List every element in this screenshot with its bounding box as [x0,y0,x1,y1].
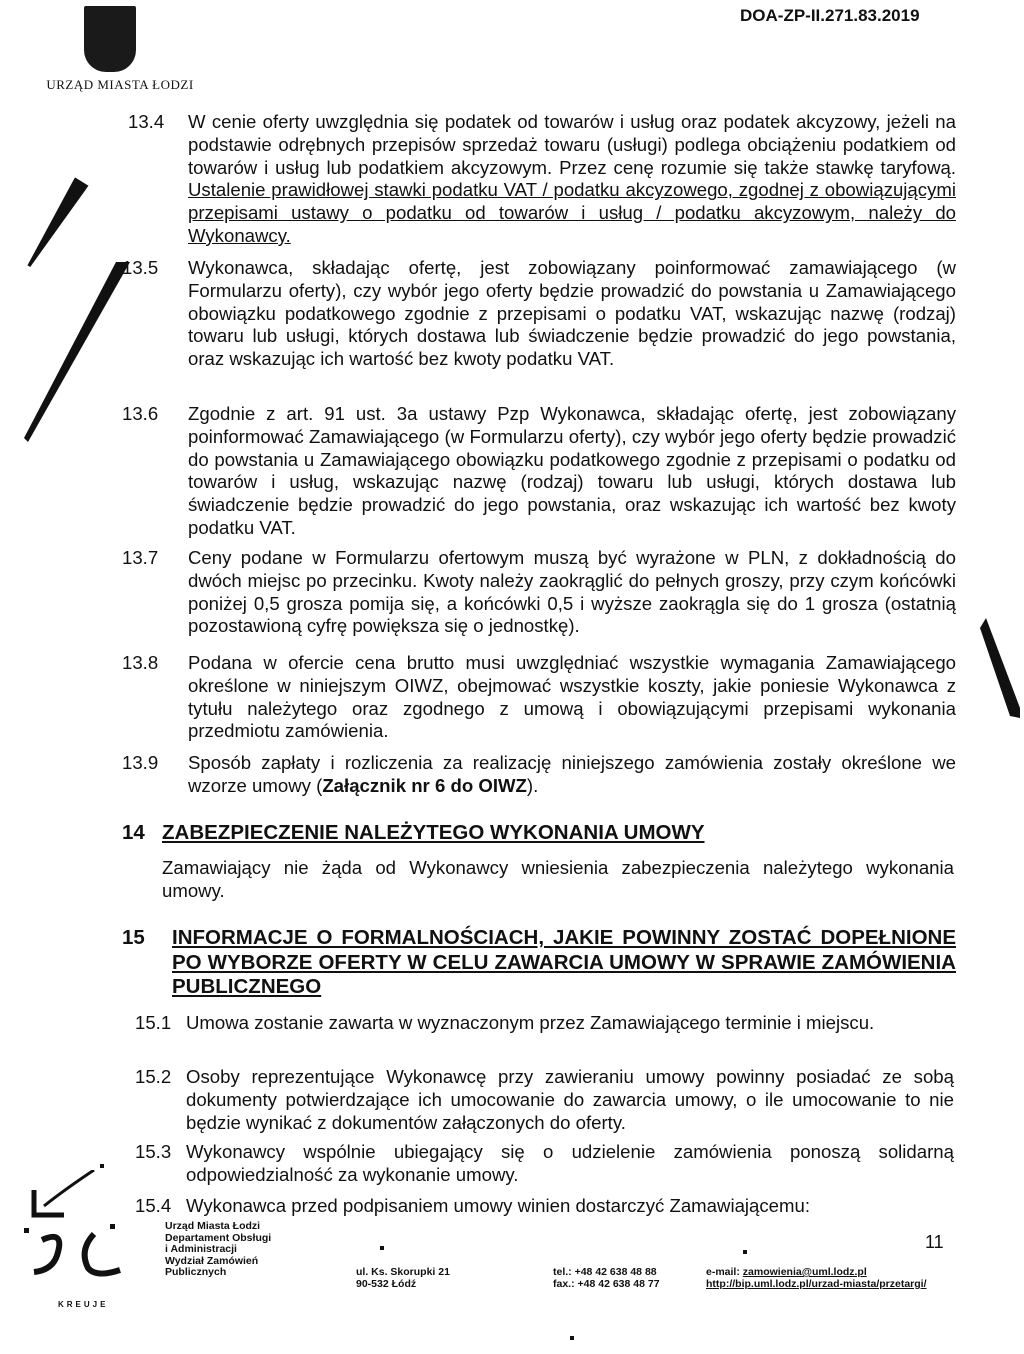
item-text-plain: Sposób zapłaty i rozliczenia za realizację niniejszego zamówienia zostały określone we wzorze umowy ( [188,752,956,796]
footer-tel: tel.: +48 42 638 48 88 [553,1266,657,1278]
item-number: 13.7 [122,547,159,568]
footer-contact [706,1267,927,1290]
page-number: 11 [925,1232,944,1252]
footer-fax: fax.: +48 42 638 48 77 [553,1277,660,1290]
section-title: INFORMACJE O FORMALNOŚCIACH, JAKIE POWINNY ZOSTAĆ DOPEŁNIONE PO WYBORZE OFERTY W CELU ZAWARCIA UMOWY W SPRAWIE ZAMÓWIENIA PUBLICZNEGO [172,926,956,998]
footer-city: 90-532 Łódź [356,1277,417,1290]
item-number: 13.4 [128,111,165,132]
scan-wedge-icon [16,262,132,442]
logo-caption: KREUJE [58,1300,109,1309]
scan-dot [570,1336,574,1340]
crest-label: URZĄD MIASTA ŁODZI [46,77,194,92]
logo-graphic [24,1170,134,1290]
item-text: Zgodnie z art. 91 ust. 3a ustawy Pzp Wykonawca, składając ofertę, jest zobowiązany poinformować Zamawiającego (w Formularzu oferty), czy wybór jego oferty będzie prowadzić do powstania u Zamawiającego obowiązku podatkowego zgodnie z przepisami o podatku od towarów i usług, wskazując nazwę (rodzaj) towaru lub usługi, których dostawa lub świadczenie będzie prowadzić do jego powstania, oraz wskazując ich wartość bez kwoty podatku VAT. [188,403,956,538]
item-text: Wykonawcy wspólnie ubiegający się o udzielenie zamówienia ponoszą solidarną odpowiedzialność za wykonanie umowy. [186,1141,954,1185]
item-text-underlined: Ustalenie prawidłowej stawki podatku VAT / podatku akcyzowego, zgodnej z obowiązującymi przepisami ustawy o podatku od towarów i usług / podatku akcyzowym, należy do Wykonawcy. [188,179,956,246]
scan-dot [100,1164,104,1168]
scan-mark-right [980,608,1020,718]
footer-org [165,1221,271,1279]
item-number: 15.4 [135,1195,172,1216]
section-body: Zamawiający nie żąda od Wykonawcy wniesienia zabezpieczenia należytego wykonania umowy. [162,857,954,901]
item-number: 13.9 [122,752,159,773]
footer-org-line5: Publicznych [165,1266,227,1279]
footer-email-label: e-mail: [706,1266,743,1278]
footer-phones [553,1267,660,1290]
item-text-end: ). [526,774,539,796]
item-number: 15.2 [135,1066,172,1087]
item-number: 15.1 [135,1012,172,1033]
item-text: Wykonawca przed podpisaniem umowy winien dostarczyć Zamawiającemu: [186,1195,811,1216]
item-text-bold: Załącznik nr 6 do OIWZ [322,774,527,796]
item-text [188,111,956,248]
item-text: Umowa zostanie zawarta w wyznaczonym przez Zamawiającego terminie i miejscu. [186,1012,875,1033]
footer-org-line3: i Administracji [165,1243,237,1256]
item-text: Osoby reprezentujące Wykonawcę przy zawieraniu umowy powinny posiadać ze sobą dokumenty potwierdzające ich umocowanie do zawarcia umowy, o ile umocowanie to nie będzie wynikać z dokumentów załączonych do oferty. [186,1066,954,1133]
scan-mark-left [22,177,89,270]
scan-mark-left-bar [16,262,132,442]
footer-email-link[interactable]: zamowienia@uml.lodz.pl [742,1266,867,1278]
item-text-plain: W cenie oferty uwzględnia się podatek od towarów i usług oraz podatek akcyzowy, jeżeli na podstawie odrębnych przepisów sprzedaż towaru (usługi) podlega obciążeniu podatkiem od towarów i usług lub podatkiem akcyzowym. Przez cenę rozumie się także stawkę taryfową. [188,111,956,178]
document-reference: DOA-ZP-II.271.83.2019 [740,6,920,25]
scan-wedge-right-icon [980,608,1020,718]
item-text: Wykonawca, składając ofertę, jest zobowiązany poinformować zamawiającego (w Formularzu oferty), czy wybór jego oferty będzie prowadzić do powstania u Zamawiającego obowiązku podatkowego zgodnie z przepisami o podatku VAT, wskazując nazwę (rodzaj) towaru lub usługi, których dostawa lub świadczenie będzie prowadzić do jego powstania, oraz wskazując ich wartość bez kwoty podatku VAT. [188,257,956,370]
section-title: ZABEZPIECZENIE NALEŻYTEGO WYKONANIA UMOWY [162,821,705,844]
footer-org-line2: Departament Obsługi [165,1231,272,1244]
item-text: Ceny podane w Formularzu ofertowym muszą być wyrażone w PLN, z dokładnością do dwóch miejsc po przecinku. Kwoty należy zaokrąglić do pełnych groszy, przy czym końcówki poniżej 0,5 grosza pomija się, a końcówki 0,5 i wyższe zaokrągla się do 1 grosza (ostatnią pozostawioną cyfrę powiększa się o jednostkę). [188,547,956,637]
kreuje-logo-icon [24,1170,134,1290]
scan-dot [743,1250,747,1254]
section-number: 14 [122,821,145,844]
footer-org-line1: Urząd Miasta Łodzi [165,1220,261,1232]
scan-dot [380,1246,384,1250]
item-number: 15.3 [135,1141,172,1162]
item-number: 13.8 [122,652,159,673]
city-crest-icon [84,6,136,72]
footer-org-line4: Wydział Zamówień [165,1254,259,1267]
item-number: 13.6 [122,403,159,424]
item-text: Podana w ofercie cena brutto musi uwzględniać wszystkie wymagania Zamawiającego określone w niniejszym OIWZ, obejmować wszystkie koszty, jakie poniesie Wykonawca z tytułu należytego oraz zgodnego z umową i obowiązującymi przepisami wykonania przedmiotu zamówienia. [188,652,956,742]
section-number: 15 [122,926,145,949]
footer-address [356,1267,450,1290]
item-number: 13.5 [122,257,159,278]
footer-url-link[interactable]: http://bip.uml.lodz.pl/urzad-miasta/przetargi/ [706,1277,927,1290]
footer-street: ul. Ks. Skorupki 21 [356,1266,450,1278]
